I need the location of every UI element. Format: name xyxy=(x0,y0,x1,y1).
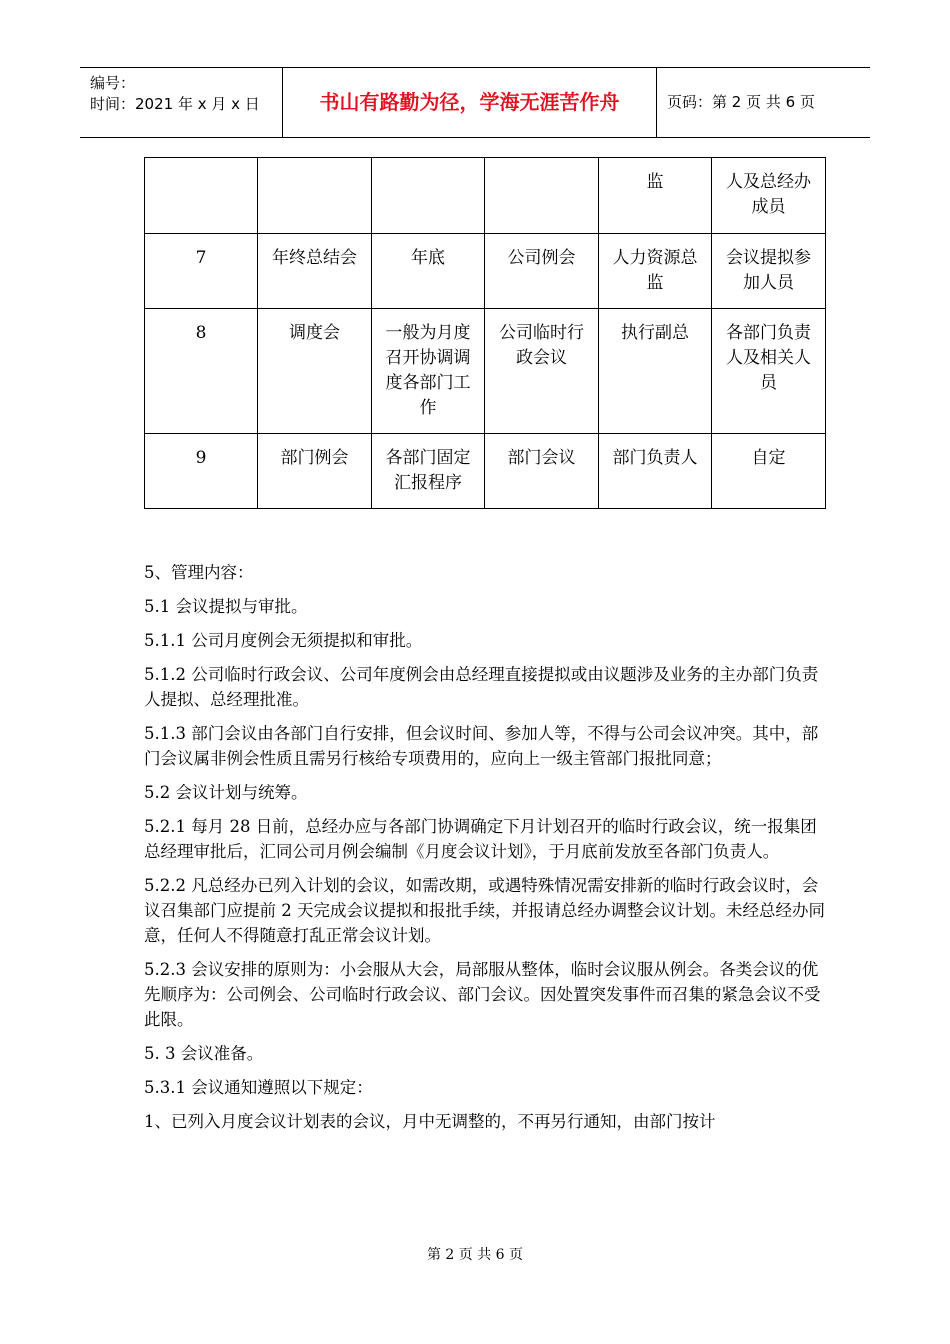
paragraph: 5.2.3 会议安排的原则为：小会服从大会，局部服从整体，临时会议服从例会。各类会议的优先顺序为：公司例会、公司临时行政会议、部门会议。因处置突发事件而召集的紧急会议不受此限。 xyxy=(144,960,821,1029)
section-heading: 5.2 会议计划与统筹。 xyxy=(144,783,308,802)
header-page-code: 页码：第 2 页 共 6 页 xyxy=(667,93,815,111)
section-heading: 5. 3 会议准备。 xyxy=(144,1044,264,1063)
table-cell: 各部门固定汇报程序 xyxy=(372,434,485,509)
table-cell: 年终总结会 xyxy=(258,234,372,309)
table-cell: 一般为月度召开协调调度各部门工作 xyxy=(372,309,485,434)
table-cell: 调度会 xyxy=(258,309,372,434)
page-footer: 第 2 页 共 6 页 xyxy=(426,1247,524,1263)
table-row xyxy=(145,234,826,309)
document-body xyxy=(144,560,828,1143)
table-cell: 执行副总 xyxy=(599,309,712,434)
table-cell: 8 xyxy=(145,309,258,434)
table-cell: 人及总经办成员 xyxy=(712,158,826,234)
table-cell: 年底 xyxy=(372,234,485,309)
paragraph: 5.1.3 部门会议由各部门自行安排，但会议时间、参加人等，不得与公司会议冲突。其中，部门会议属非例会性质且需另行核给专项费用的，应向上一级主管部门报批同意； xyxy=(144,724,819,768)
page-header xyxy=(80,67,870,138)
header-motto: 书山有路勤为径，学海无涯苦作舟 xyxy=(283,68,657,137)
table-cell: 部门会议 xyxy=(485,434,599,509)
table-cell: 公司临时行政会议 xyxy=(485,309,599,434)
table-cell: 监 xyxy=(599,158,712,234)
table-cell xyxy=(145,158,258,234)
section-heading: 5.1 会议提拟与审批。 xyxy=(144,597,308,616)
table-cell xyxy=(258,158,372,234)
paragraph: 5.1.1 公司月度例会无须提拟和审批。 xyxy=(144,631,423,650)
paragraph: 5.1.2 公司临时行政会议、公司年度例会由总经理直接提拟或由议题涉及业务的主办部门负责人提拟、总经理批准。 xyxy=(144,665,819,709)
number-label: 编号： xyxy=(90,74,136,92)
table-cell: 部门例会 xyxy=(258,434,372,509)
paragraph: 5.3.1 会议通知遵照以下规定： xyxy=(144,1078,373,1097)
table-cell: 自定 xyxy=(712,434,826,509)
table-cell: 公司例会 xyxy=(485,234,599,309)
table-cell: 各部门负责人及相关人员 xyxy=(712,309,826,434)
table-cell xyxy=(372,158,485,234)
paragraph: 5.2.1 每月 28 日前，总经办应与各部门协调确定下月计划召开的临时行政会议，统一报集团总经理审批后，汇同公司月例会编制《月度会议计划》，于月底前发放至各部门负责人。 xyxy=(144,817,817,861)
table-cell: 部门负责人 xyxy=(599,434,712,509)
section-heading: 5、管理内容： xyxy=(144,563,254,582)
table-row xyxy=(145,434,826,509)
table-cell: 人力资源总监 xyxy=(599,234,712,309)
table-cell: 9 xyxy=(145,434,258,509)
paragraph: 5.2.2 凡总经办已列入计划的会议，如需改期，或遇特殊情况需安排新的临时行政会议时，会议召集部门应提前 2 天完成会议提拟和报批手续，并报请总经办调整会议计划。未经总经办同意，任何人不得随意打乱正常会议计划。 xyxy=(144,876,825,945)
time-label: 时间：2021 年 x 月 x 日 xyxy=(90,95,260,113)
paragraph: 1、已列入月度会议计划表的会议，月中无调整的，不再另行通知，由部门按计 xyxy=(144,1112,716,1131)
header-meta xyxy=(80,68,283,137)
table-cell: 7 xyxy=(145,234,258,309)
table-row xyxy=(145,309,826,434)
meeting-table xyxy=(144,157,826,509)
table-cell xyxy=(485,158,599,234)
table-row xyxy=(145,158,826,234)
table-cell: 会议提拟参加人员 xyxy=(712,234,826,309)
